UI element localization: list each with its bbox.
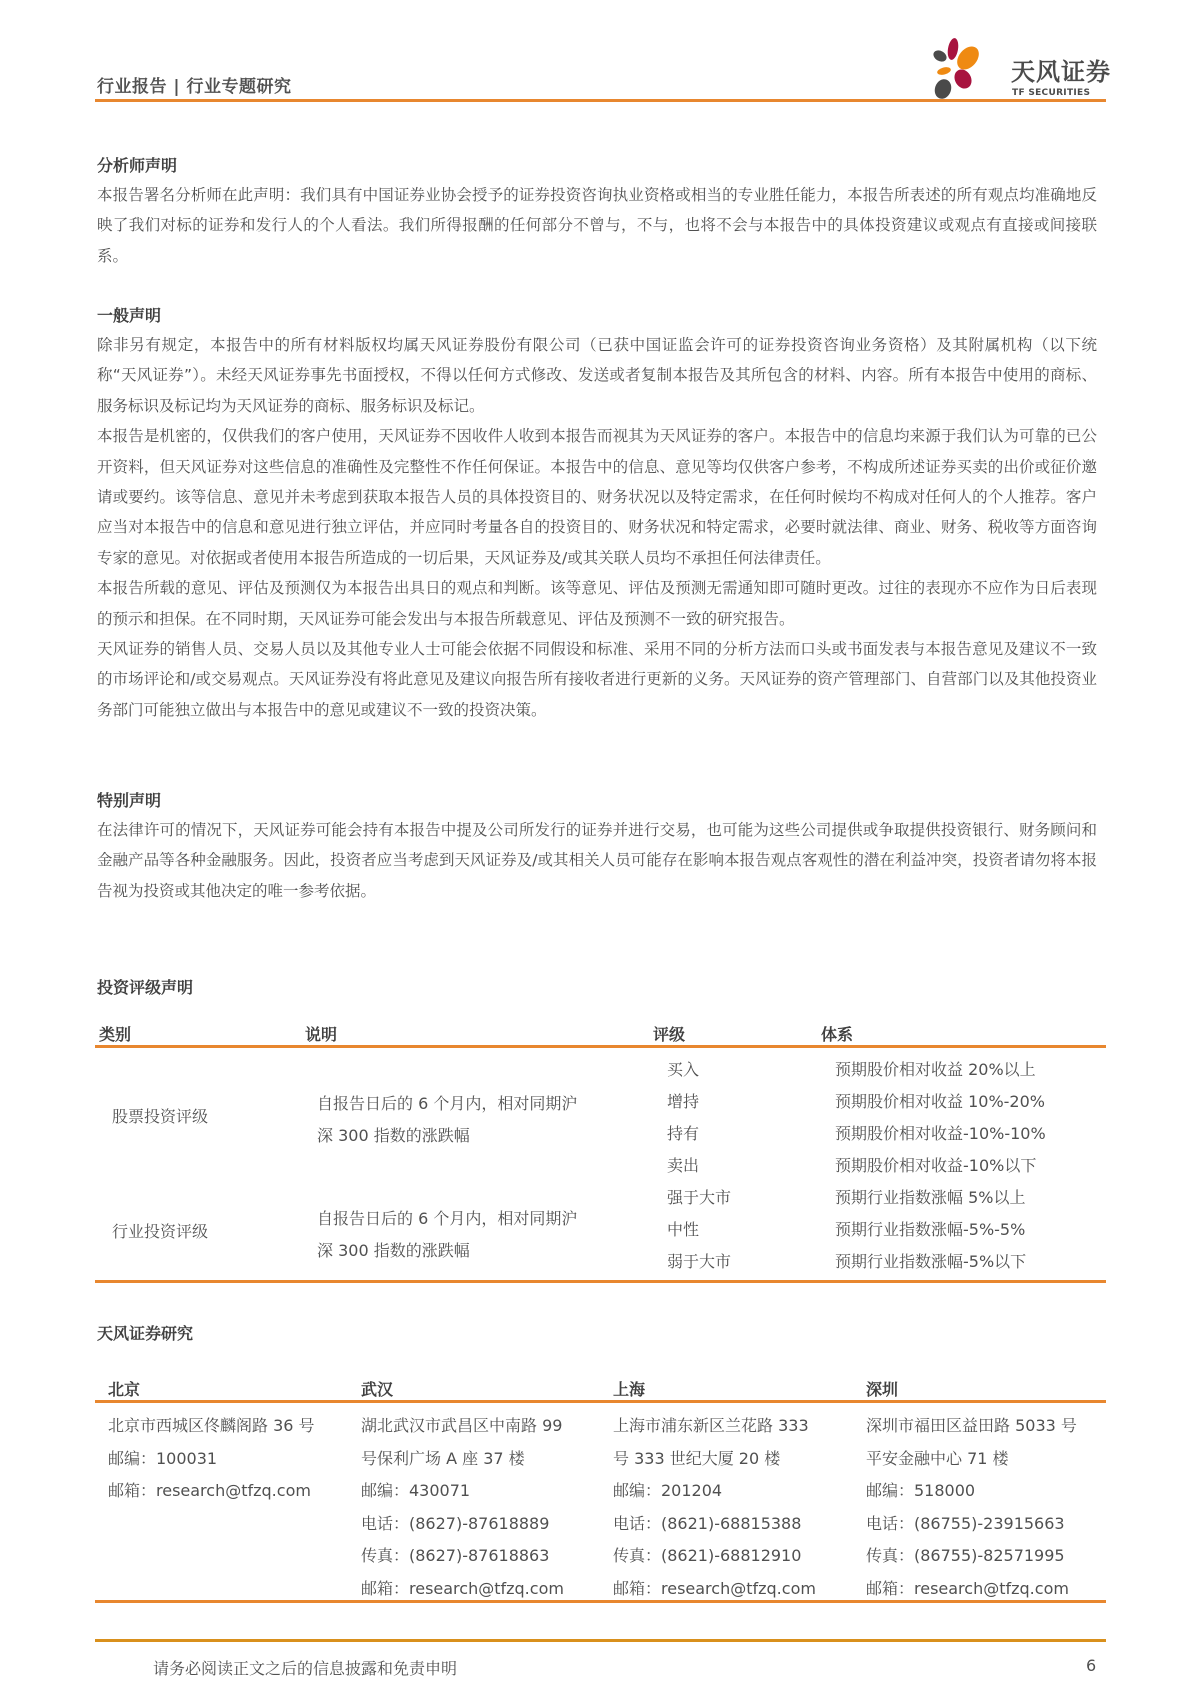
rating-system: 预期行业指数涨幅 5%以上 bbox=[835, 1188, 1026, 1207]
rating-section-title-wrap bbox=[97, 974, 1097, 1002]
table-row bbox=[95, 1150, 1106, 1182]
office-beijing bbox=[108, 1410, 315, 1508]
rating-value: 买入 bbox=[667, 1060, 700, 1079]
paragraph: 天风证券的销售人员、交易人员以及其他专业人士可能会依据不同假设和标准、采用不同的分析方法而口头或书面发表与本报告意见及建议不一致的市场评论和/或交易观点。天风证券没有将此意见及建议向报告所有接收者进行更新的义务。天风证券的资产管理部门、自营部门以及其他投资业务部门可能独立做出与本报告中的意见或建议不一致的投资决策。 bbox=[97, 640, 1097, 719]
column-header-category: 类别 bbox=[99, 1025, 132, 1044]
office-shanghai bbox=[613, 1410, 816, 1606]
column-header-system: 体系 bbox=[821, 1025, 854, 1044]
offices-bottom-divider bbox=[95, 1600, 1106, 1603]
rating-system: 预期股价相对收益-10%以下 bbox=[835, 1156, 1037, 1175]
logo-text-en: TF SECURITIES bbox=[1012, 88, 1091, 98]
table-row bbox=[95, 1054, 1106, 1086]
section-title: 分析师声明 bbox=[97, 156, 178, 175]
office-address: 号保利广场 A 座 37 楼 bbox=[361, 1448, 525, 1468]
offices-header bbox=[95, 1377, 1106, 1403]
office-postcode: 邮编：430071 bbox=[361, 1481, 471, 1501]
column-header-description: 说明 bbox=[305, 1025, 338, 1044]
office-postcode: 邮编：100031 bbox=[108, 1448, 218, 1468]
office-address: 平安金融中心 71 楼 bbox=[866, 1448, 1009, 1468]
column-header-rating: 评级 bbox=[653, 1025, 686, 1044]
rating-table bbox=[95, 1018, 1106, 1288]
section-title: 天风证券研究 bbox=[97, 1324, 194, 1343]
office-city-shenzhen: 深圳 bbox=[866, 1380, 899, 1399]
paragraph: 在法律许可的情况下，天风证券可能会持有本报告中提及公司所发行的证券并进行交易，也可能为这些公司提供或争取提供投资银行、财务顾问和金融产品等各种金融服务。因此，投资者应当考虑到天风证券及/或其相关人员可能存在影响本报告观点客观性的潜在利益冲突，投资者请勿将本报告视为投资或其他决定的唯一参考依据。 bbox=[97, 821, 1097, 900]
offices-table bbox=[95, 1377, 1106, 1607]
office-phone: 电话：(8627)-87618889 bbox=[361, 1513, 550, 1533]
office-city-beijing: 北京 bbox=[108, 1380, 141, 1399]
paragraph: 本报告是机密的，仅供我们的客户使用，天风证券不因收件人收到本报告而视其为天风证券的客户。本报告中的信息均来源于我们认为可靠的已公开资料，但天风证券对这些信息的准确性及完整性不作任何保证。本报告中的信息、意见等均仅供客户参考，不构成所述证券买卖的出价或征价邀请或要约。该等信息、意见并未考虑到获取本报告人员的具体投资目的、财务状况以及特定需求，在任何时候均不构成对任何人的个人推荐。客户应当对本报告中的信息和意见进行独立评估，并应同时考量各自的投资目的、财务状况和特定需求，必要时就法律、商业、财务、税收等方面咨询专家的意见。对依据或者使用本报告所造成的一切后果，天风证券及/或其关联人员均不承担任何法律责任。 bbox=[97, 427, 1097, 567]
rating-system: 预期行业指数涨幅-5%-5% bbox=[835, 1220, 1026, 1239]
office-fax: 传真：(8627)-87618863 bbox=[361, 1546, 550, 1566]
table-row bbox=[95, 1246, 1106, 1278]
office-phone: 电话：(86755)-23915663 bbox=[866, 1513, 1065, 1533]
page-number: 6 bbox=[1086, 1656, 1097, 1675]
logo-text-cn: 天风证券 bbox=[1011, 58, 1111, 86]
table-row bbox=[95, 1086, 1106, 1118]
rating-category: 股票投资评级 bbox=[112, 1107, 209, 1126]
office-postcode: 邮编：201204 bbox=[613, 1481, 723, 1501]
office-address: 湖北武汉市武昌区中南路 99 bbox=[361, 1416, 563, 1435]
general-statement-section bbox=[97, 302, 1097, 725]
rating-value: 强于大市 bbox=[667, 1188, 732, 1207]
footer-disclaimer: 请务必阅读正文之后的信息披露和免责申明 bbox=[153, 1659, 458, 1678]
table-row bbox=[95, 1118, 1106, 1150]
office-address: 北京市西城区佟麟阁路 36 号 bbox=[108, 1416, 315, 1435]
table-row bbox=[95, 1182, 1106, 1214]
office-email: 邮箱：research@tfzq.com bbox=[613, 1578, 816, 1598]
office-email: 邮箱：research@tfzq.com bbox=[108, 1481, 311, 1501]
office-address: 深圳市福田区益田路 5033 号 bbox=[866, 1416, 1077, 1435]
office-phone: 电话：(8621)-68815388 bbox=[613, 1513, 802, 1533]
office-city-shanghai: 上海 bbox=[613, 1380, 646, 1399]
rating-system: 预期股价相对收益-10%-10% bbox=[835, 1124, 1046, 1143]
office-address: 上海市浦东新区兰花路 333 bbox=[613, 1416, 809, 1435]
office-wuhan bbox=[361, 1410, 564, 1606]
rating-system: 预期行业指数涨幅-5%以下 bbox=[835, 1252, 1027, 1271]
rating-value: 增持 bbox=[667, 1092, 700, 1111]
rating-description-line: 自报告日后的 6 个月内，相对同期沪 bbox=[317, 1209, 578, 1228]
paragraph: 本报告所载的意见、评估及预测仅为本报告出具日的观点和判断。该等意见、评估及预测无需通知即可随时更改。过往的表现亦不应作为日后表现的预示和担保。在不同时期，天风证券可能会发出与本报告所载意见、评估及预测不一致的研究报告。 bbox=[97, 579, 1097, 628]
table-row bbox=[95, 1214, 1106, 1246]
office-fax: 传真：(8621)-68812910 bbox=[613, 1546, 802, 1566]
section-title: 投资评级声明 bbox=[97, 978, 194, 997]
paragraph: 除非另有规定，本报告中的所有材料版权均属天风证券股份有限公司（已获中国证监会许可的证券投资咨询业务资格）及其附属机构（以下统称“天风证券”）。未经天风证券事先书面授权，不得以任何方式修改、发送或者复制本报告及其所包含的材料、内容。所有本报告中使用的商标、服务标识及标记均为天风证券的商标、服务标识及标记。 bbox=[97, 336, 1097, 415]
rating-table-header bbox=[95, 1018, 1106, 1048]
report-category-title: 行业报告 | 行业专题研究 bbox=[97, 77, 292, 97]
rating-table-bottom-divider bbox=[95, 1280, 1106, 1283]
paragraph: 本报告署名分析师在此声明：我们具有中国证券业协会授予的证券投资咨询执业资格或相当的专业胜任能力，本报告所表述的所有观点均准确地反映了我们对标的证券和发行人的个人看法。我们所得报酬的任何部分不曾与，不与，也将不会与本报告中的具体投资建议或观点有直接或间接联系。 bbox=[97, 186, 1097, 265]
rating-description-line: 深 300 指数的涨跌幅 bbox=[317, 1241, 470, 1260]
rating-value: 卖出 bbox=[667, 1156, 700, 1175]
offices-section-title-wrap bbox=[97, 1320, 1097, 1348]
analyst-statement-section bbox=[97, 152, 1097, 271]
rating-description-line: 自报告日后的 6 个月内，相对同期沪 bbox=[317, 1094, 578, 1113]
office-email: 邮箱：research@tfzq.com bbox=[361, 1578, 564, 1598]
rating-value: 弱于大市 bbox=[667, 1252, 732, 1271]
rating-value: 中性 bbox=[667, 1220, 700, 1239]
office-email: 邮箱：research@tfzq.com bbox=[866, 1578, 1069, 1598]
office-shenzhen bbox=[866, 1410, 1077, 1606]
office-postcode: 邮编：518000 bbox=[866, 1481, 976, 1501]
rating-value: 持有 bbox=[667, 1124, 700, 1143]
office-city-wuhan: 武汉 bbox=[361, 1380, 394, 1399]
footer-divider bbox=[95, 1639, 1106, 1642]
rating-description-line: 深 300 指数的涨跌幅 bbox=[317, 1126, 470, 1145]
section-title: 特别声明 bbox=[97, 791, 162, 810]
special-statement-section bbox=[97, 787, 1097, 906]
rating-category: 行业投资评级 bbox=[112, 1222, 209, 1241]
rating-system: 预期股价相对收益 20%以上 bbox=[835, 1060, 1036, 1079]
office-address: 号 333 世纪大厦 20 楼 bbox=[613, 1448, 781, 1468]
section-title: 一般声明 bbox=[97, 306, 162, 325]
office-fax: 传真：(86755)-82571995 bbox=[866, 1546, 1065, 1566]
rating-system: 预期股价相对收益 10%-20% bbox=[835, 1092, 1045, 1111]
